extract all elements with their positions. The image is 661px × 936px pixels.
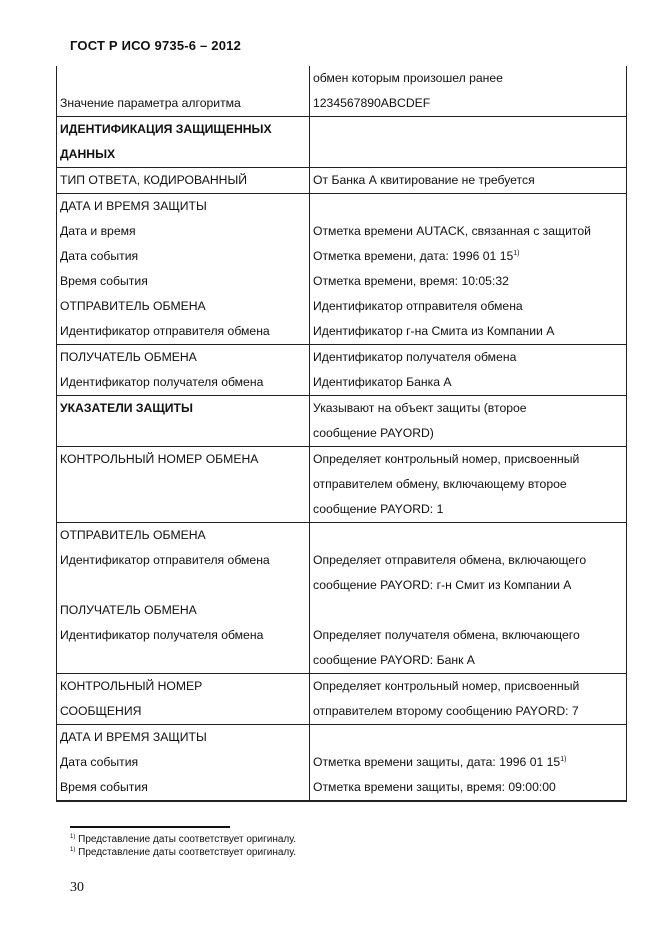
cell-value bbox=[310, 623, 627, 674]
cell-line bbox=[313, 725, 623, 750]
cell-label bbox=[57, 244, 310, 269]
cell-label bbox=[57, 117, 310, 168]
cell-value bbox=[310, 168, 627, 194]
cell-text: сообщение PAYORD) bbox=[313, 426, 434, 440]
cell-text: От Банка А квитирование не требуется bbox=[313, 173, 535, 187]
cell-line bbox=[60, 725, 306, 750]
table-row bbox=[57, 168, 627, 194]
cell-line bbox=[313, 648, 623, 673]
cell-label bbox=[57, 447, 310, 523]
cell-line bbox=[313, 91, 623, 116]
footnote-mark: 1) bbox=[560, 756, 567, 763]
cell-label bbox=[57, 269, 310, 294]
cell-label bbox=[57, 725, 310, 751]
cell-line bbox=[313, 573, 623, 598]
cell-label bbox=[57, 674, 310, 725]
cell-text: Идентификатор г-на Смита из Компании А bbox=[313, 324, 555, 338]
cell-text: Указывают на объект защиты (второе bbox=[313, 401, 527, 415]
table-row bbox=[57, 396, 627, 447]
table-row bbox=[57, 319, 627, 345]
cell-text: Дата события bbox=[60, 249, 139, 263]
cell-text: Определяет получателя обмена, включающего bbox=[313, 628, 580, 642]
cell-label bbox=[57, 294, 310, 319]
cell-text: Отметка времени защиты, дата: 1996 01 15 bbox=[313, 755, 561, 769]
cell-value bbox=[310, 370, 627, 396]
cell-text: Идентификатор получателя обмена bbox=[60, 375, 264, 389]
cell-text: УКАЗАТЕЛИ ЗАЩИТЫ bbox=[60, 401, 193, 415]
cell-value bbox=[310, 319, 627, 345]
cell-line bbox=[313, 168, 623, 193]
cell-line bbox=[313, 244, 623, 269]
cell-line bbox=[313, 447, 623, 472]
footnote bbox=[70, 846, 296, 859]
cell-line bbox=[313, 623, 623, 648]
cell-value bbox=[310, 725, 627, 751]
cell-label bbox=[57, 623, 310, 674]
cell-label bbox=[57, 66, 310, 91]
table-row bbox=[57, 269, 627, 294]
cell-line bbox=[313, 345, 623, 370]
cell-line bbox=[60, 370, 306, 395]
cell-line bbox=[60, 699, 306, 724]
cell-line bbox=[60, 775, 306, 800]
cell-line bbox=[60, 294, 306, 319]
cell-line bbox=[60, 598, 306, 623]
page-number: 30 bbox=[70, 880, 84, 895]
cell-line bbox=[313, 775, 623, 800]
table-row bbox=[57, 370, 627, 396]
cell-line bbox=[313, 370, 623, 395]
footnote-mark: 1) bbox=[513, 250, 520, 257]
cell-text: Определяет контрольный номер, присвоенный bbox=[313, 452, 580, 466]
cell-line bbox=[60, 548, 306, 573]
cell-label bbox=[57, 370, 310, 396]
cell-text: обмен которым произошел ранее bbox=[313, 71, 503, 85]
table-row bbox=[57, 725, 627, 751]
cell-value bbox=[310, 775, 627, 801]
cell-value bbox=[310, 269, 627, 294]
footnote-rule bbox=[70, 826, 230, 828]
cell-text: Определяет контрольный номер, присвоенный bbox=[313, 679, 580, 693]
cell-text: Отметка времени защиты, время: 09:00:00 bbox=[313, 780, 556, 794]
cell-value bbox=[310, 194, 627, 220]
cell-line bbox=[60, 345, 306, 370]
cell-label bbox=[57, 750, 310, 775]
cell-text: ИДЕНТИФИКАЦИЯ ЗАЩИЩЕННЫХ bbox=[60, 122, 272, 136]
cell-line bbox=[60, 269, 306, 294]
cell-label bbox=[57, 396, 310, 447]
cell-value bbox=[310, 396, 627, 447]
table-row bbox=[57, 91, 627, 117]
cell-text: сообщение PAYORD: 1 bbox=[313, 502, 444, 516]
cell-value bbox=[310, 117, 627, 168]
cell-text: Идентификатор отправителя обмена bbox=[60, 553, 270, 567]
cell-line bbox=[313, 497, 623, 522]
cell-text: сообщение PAYORD: г-н Смит из Компании А bbox=[313, 578, 572, 592]
table-row bbox=[57, 117, 627, 168]
cell-line bbox=[313, 66, 623, 91]
cell-text: отправителем обмену, включающему второе bbox=[313, 477, 567, 491]
cell-text: ДАТА И ВРЕМЯ ЗАЩИТЫ bbox=[60, 730, 207, 744]
cell-label bbox=[57, 168, 310, 194]
cell-text: Дата и время bbox=[60, 224, 136, 238]
page-header: ГОСТ Р ИСО 9735-6 – 2012 bbox=[70, 38, 241, 53]
cell-text: 1234567890ABCDEF bbox=[313, 96, 431, 110]
cell-line bbox=[313, 269, 623, 294]
cell-label bbox=[57, 775, 310, 801]
footnote-text: Представление даты соответствует оригиналу. bbox=[78, 834, 297, 845]
cell-text: Идентификатор Банка А bbox=[313, 375, 452, 389]
cell-line bbox=[60, 194, 306, 219]
cell-text: Идентификатор получателя обмена bbox=[60, 628, 264, 642]
table-row bbox=[57, 66, 627, 91]
cell-text: Значение параметра алгоритма bbox=[60, 96, 241, 110]
cell-value bbox=[310, 598, 627, 623]
table-row bbox=[57, 244, 627, 269]
cell-value bbox=[310, 548, 627, 598]
table-row bbox=[57, 775, 627, 801]
footnote-mark: 1) bbox=[70, 847, 76, 853]
cell-value bbox=[310, 447, 627, 523]
cell-line bbox=[60, 168, 306, 193]
cell-line bbox=[60, 674, 306, 699]
cell-label bbox=[57, 598, 310, 623]
cell-text: ОТПРАВИТЕЛЬ ОБМЕНА bbox=[60, 299, 206, 313]
cell-text: КОНТРОЛЬНЫЙ НОМЕР bbox=[60, 679, 203, 693]
cell-line bbox=[313, 598, 623, 623]
cell-text: КОНТРОЛЬНЫЙ НОМЕР ОБМЕНА bbox=[60, 452, 259, 466]
cell-line bbox=[60, 244, 306, 269]
cell-line bbox=[313, 699, 623, 724]
cell-line bbox=[60, 396, 306, 421]
table-row bbox=[57, 623, 627, 674]
cell-text: Дата события bbox=[60, 755, 139, 769]
cell-line bbox=[313, 117, 623, 142]
cell-text: Время события bbox=[60, 274, 148, 288]
cell-value bbox=[310, 523, 627, 549]
cell-value bbox=[310, 750, 627, 775]
cell-text: Идентификатор отправителя обмена bbox=[313, 299, 523, 313]
cell-value bbox=[310, 66, 627, 91]
cell-line bbox=[60, 91, 306, 116]
cell-line bbox=[313, 750, 623, 775]
cell-line bbox=[60, 750, 306, 775]
cell-line bbox=[313, 523, 623, 548]
cell-text: Отметка времени, дата: 1996 01 15 bbox=[313, 249, 514, 263]
cell-value bbox=[310, 294, 627, 319]
cell-line bbox=[313, 421, 623, 446]
cell-line bbox=[313, 294, 623, 319]
cell-line bbox=[60, 447, 306, 472]
cell-line bbox=[313, 548, 623, 573]
cell-label bbox=[57, 194, 310, 220]
footnote-mark: 1) bbox=[70, 834, 76, 840]
cell-label bbox=[57, 319, 310, 345]
cell-text: ТИП ОТВЕТА, КОДИРОВАННЫЙ bbox=[60, 173, 248, 187]
footnote-text: Представление даты соответствует оригиналу. bbox=[78, 847, 297, 858]
cell-label bbox=[57, 219, 310, 244]
cell-line bbox=[313, 219, 623, 244]
cell-line bbox=[313, 472, 623, 497]
cell-line bbox=[60, 66, 306, 91]
cell-line bbox=[60, 117, 306, 142]
cell-value bbox=[310, 674, 627, 725]
data-table bbox=[56, 66, 627, 802]
cell-label bbox=[57, 345, 310, 371]
cell-text: ПОЛУЧАТЕЛЬ ОБМЕНА bbox=[60, 603, 197, 617]
cell-line bbox=[313, 674, 623, 699]
footnote bbox=[70, 833, 296, 846]
table-row bbox=[57, 194, 627, 220]
cell-text: Идентификатор отправителя обмена bbox=[60, 324, 270, 338]
cell-text: Отметка времени, время: 10:05:32 bbox=[313, 274, 509, 288]
table-row bbox=[57, 447, 627, 523]
table-row bbox=[57, 345, 627, 371]
cell-line bbox=[60, 142, 306, 167]
cell-value bbox=[310, 244, 627, 269]
cell-text: ОТПРАВИТЕЛЬ ОБМЕНА bbox=[60, 528, 206, 542]
cell-label bbox=[57, 91, 310, 117]
cell-line bbox=[313, 396, 623, 421]
cell-value bbox=[310, 219, 627, 244]
cell-line bbox=[60, 523, 306, 548]
cell-line bbox=[60, 319, 306, 344]
cell-text: СООБЩЕНИЯ bbox=[60, 704, 142, 718]
cell-text: сообщение PAYORD: Банк А bbox=[313, 653, 475, 667]
cell-text: отправителем второму сообщению PAYORD: 7 bbox=[313, 704, 579, 718]
table-body bbox=[57, 66, 627, 801]
cell-text: ПОЛУЧАТЕЛЬ ОБМЕНА bbox=[60, 350, 197, 364]
cell-text: Идентификатор получателя обмена bbox=[313, 350, 517, 364]
cell-label bbox=[57, 548, 310, 598]
cell-line bbox=[60, 219, 306, 244]
cell-text: ДАТА И ВРЕМЯ ЗАЩИТЫ bbox=[60, 199, 207, 213]
cell-value bbox=[310, 91, 627, 117]
table-row bbox=[57, 598, 627, 623]
footnotes bbox=[70, 833, 296, 859]
cell-text: Время события bbox=[60, 780, 148, 794]
table-row bbox=[57, 674, 627, 725]
cell-text: ДАННЫХ bbox=[60, 147, 116, 161]
cell-line bbox=[60, 623, 306, 648]
cell-label bbox=[57, 523, 310, 549]
cell-text: Определяет отправителя обмена, включающего bbox=[313, 553, 587, 567]
table-row bbox=[57, 523, 627, 549]
table-row bbox=[57, 294, 627, 319]
cell-text: Отметка времени AUTACK, связанная с защитой bbox=[313, 224, 591, 238]
table-row bbox=[57, 750, 627, 775]
cell-line bbox=[313, 194, 623, 219]
cell-value bbox=[310, 345, 627, 371]
table-row bbox=[57, 219, 627, 244]
cell-line bbox=[313, 319, 623, 344]
table-row bbox=[57, 548, 627, 598]
